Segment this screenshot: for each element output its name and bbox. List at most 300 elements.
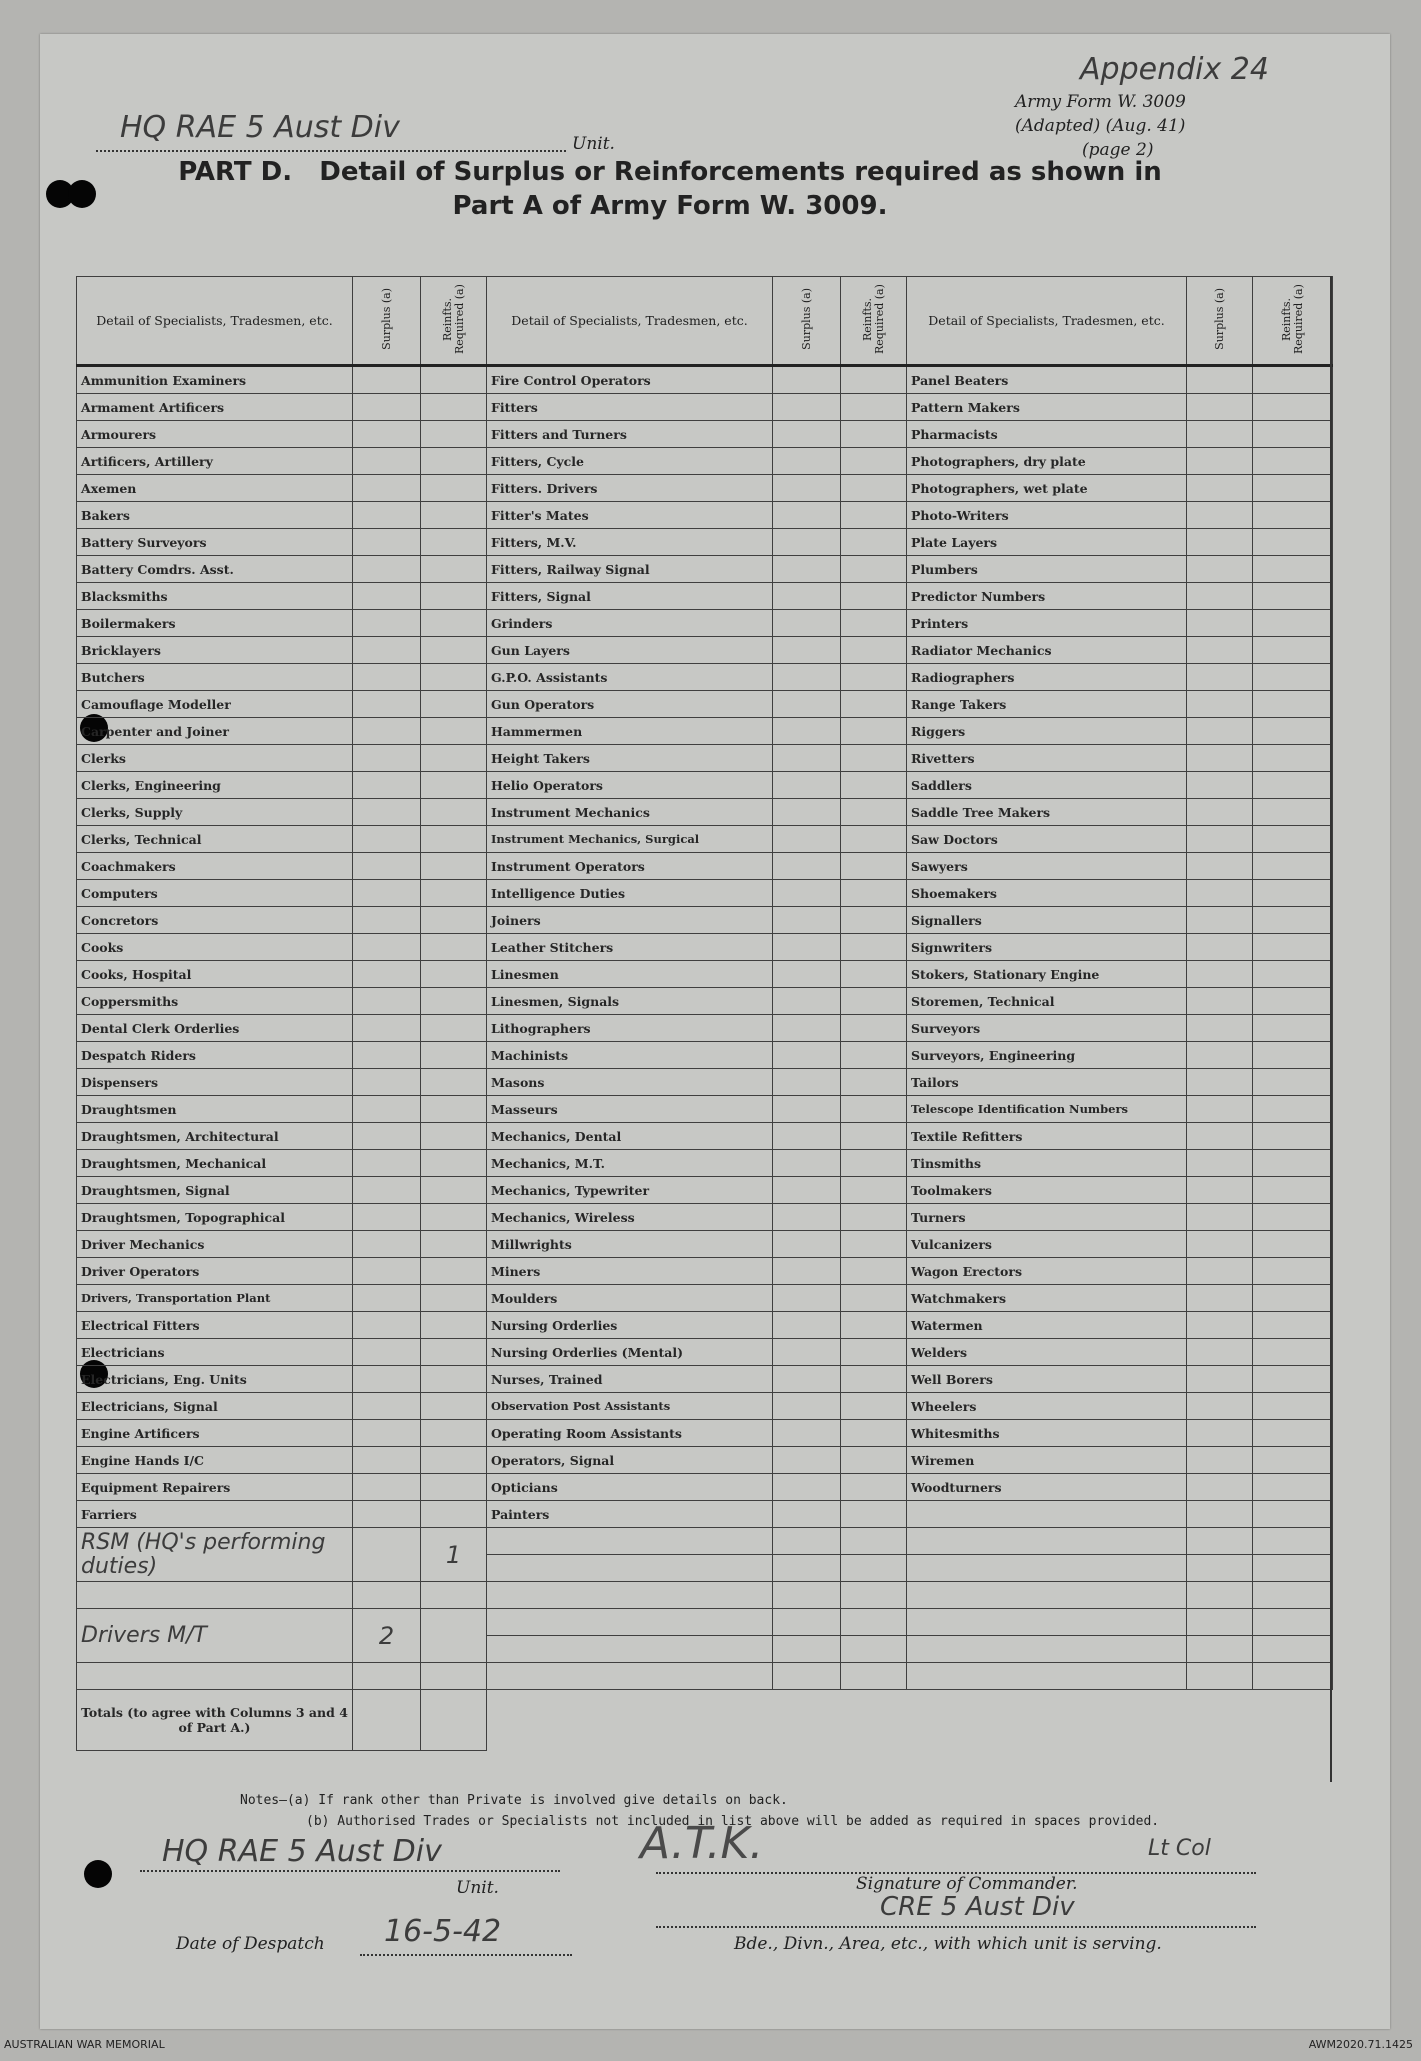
blank-cell	[773, 1582, 841, 1609]
trade-name: Bakers	[77, 502, 353, 529]
surplus-cell	[773, 745, 841, 772]
trade-name: Textile Refitters	[907, 1123, 1187, 1150]
surplus-cell	[773, 1447, 841, 1474]
table-header-row	[77, 277, 1333, 366]
surplus-cell	[1187, 1123, 1253, 1150]
trade-name: Instrument Mechanics	[487, 799, 773, 826]
reinfts-cell	[1253, 988, 1333, 1015]
blank-cell	[773, 1555, 841, 1582]
surplus-cell	[353, 421, 421, 448]
trade-name: Fitters, Railway Signal	[487, 556, 773, 583]
trade-name: Clerks, Technical	[77, 826, 353, 853]
reinfts-cell	[841, 988, 907, 1015]
table-row	[77, 1069, 1333, 1096]
reinfts-cell	[1253, 1339, 1333, 1366]
table-row	[77, 1474, 1333, 1501]
table-row	[77, 1501, 1333, 1528]
trade-name: Joiners	[487, 907, 773, 934]
table-row	[77, 1528, 1333, 1555]
surplus-cell	[353, 1285, 421, 1312]
footer-unit-label: Unit.	[456, 1878, 499, 1898]
table-row	[77, 1393, 1333, 1420]
reinfts-cell	[1253, 394, 1333, 421]
trade-name: Coppersmiths	[77, 988, 353, 1015]
surplus-cell	[1187, 1150, 1253, 1177]
surplus-cell	[1187, 1420, 1253, 1447]
blank-cell	[487, 1636, 773, 1663]
reinfts-cell	[841, 934, 907, 961]
reinfts-cell	[1253, 1069, 1333, 1096]
surplus-cell	[353, 1393, 421, 1420]
reinfts-cell	[1253, 664, 1333, 691]
reinfts-cell	[421, 1285, 487, 1312]
table-row	[77, 1582, 1333, 1609]
reinfts-cell	[841, 421, 907, 448]
trade-name: Ammunition Examiners	[77, 366, 353, 394]
blank-cell	[907, 1690, 1187, 1751]
handwritten-entry: RSM (HQ's performing duties)	[77, 1528, 353, 1582]
surplus-cell	[773, 907, 841, 934]
surplus-cell	[1187, 583, 1253, 610]
table-row	[77, 502, 1333, 529]
reinfts-cell	[1253, 1366, 1333, 1393]
blank-cell	[773, 1663, 841, 1690]
table-row	[77, 1015, 1333, 1042]
surplus-cell	[773, 934, 841, 961]
trade-name: Artificers, Artillery	[77, 448, 353, 475]
signature-label: Signature of Commander.	[856, 1874, 1078, 1894]
surplus-cell	[1187, 961, 1253, 988]
trade-name: Photographers, wet plate	[907, 475, 1187, 502]
reinfts-cell	[841, 1258, 907, 1285]
reinfts-cell	[421, 1501, 487, 1528]
trade-name: Electricians	[77, 1339, 353, 1366]
handwritten-reinfts	[421, 1609, 487, 1663]
reinfts-cell	[421, 1069, 487, 1096]
trade-name: Farriers	[77, 1501, 353, 1528]
blank-cell	[353, 1582, 421, 1609]
blank-cell	[487, 1555, 773, 1582]
lt-col: Lt Col	[1148, 1836, 1211, 1861]
trade-name: Riggers	[907, 718, 1187, 745]
surplus-cell	[353, 718, 421, 745]
table-row	[77, 1150, 1333, 1177]
surplus-cell	[1187, 772, 1253, 799]
unit-dotted-line	[96, 150, 566, 152]
surplus-cell	[353, 1447, 421, 1474]
reinfts-cell	[1253, 475, 1333, 502]
surplus-cell	[773, 1015, 841, 1042]
trade-name: Boilermakers	[77, 610, 353, 637]
reinfts-cell	[1253, 1204, 1333, 1231]
blank-cell	[1187, 1582, 1253, 1609]
table-row	[77, 1123, 1333, 1150]
blank-cell	[487, 1609, 773, 1636]
surplus-cell	[773, 826, 841, 853]
surplus-cell	[773, 1150, 841, 1177]
surplus-cell	[353, 1123, 421, 1150]
surplus-cell	[1187, 853, 1253, 880]
reinfts-cell	[841, 1231, 907, 1258]
reinfts-cell	[841, 610, 907, 637]
blank-cell	[1253, 1636, 1333, 1663]
surplus-cell	[1187, 448, 1253, 475]
reinfts-cell	[421, 1474, 487, 1501]
reinfts-cell	[841, 718, 907, 745]
reinfts-cell	[1253, 853, 1333, 880]
trade-name: Wheelers	[907, 1393, 1187, 1420]
surplus-cell	[353, 1015, 421, 1042]
blank-cell	[1187, 1528, 1253, 1555]
trade-name: Equipment Repairers	[77, 1474, 353, 1501]
trade-name: Wiremen	[907, 1447, 1187, 1474]
trade-name: Stokers, Stationary Engine	[907, 961, 1187, 988]
surplus-cell	[773, 1042, 841, 1069]
header-detail: Detail of Specialists, Tradesmen, etc.	[907, 277, 1187, 366]
trade-name: Masseurs	[487, 1096, 773, 1123]
blank-cell	[773, 1528, 841, 1555]
reinfts-cell	[841, 1204, 907, 1231]
reinfts-cell	[421, 880, 487, 907]
surplus-cell	[773, 1123, 841, 1150]
reinfts-cell	[1253, 745, 1333, 772]
surplus-cell	[353, 1204, 421, 1231]
table-row	[77, 961, 1333, 988]
header-surplus: Surplus (a)	[773, 277, 841, 366]
reinfts-cell	[1253, 718, 1333, 745]
blank-cell	[841, 1609, 907, 1636]
blank-cell	[773, 1690, 841, 1751]
table-row	[77, 907, 1333, 934]
reinfts-cell	[1253, 1501, 1333, 1528]
reinfts-cell	[841, 529, 907, 556]
surplus-cell	[1187, 1447, 1253, 1474]
blank-cell	[421, 1663, 487, 1690]
bde-line	[656, 1926, 1256, 1928]
surplus-cell	[353, 529, 421, 556]
trade-name: Fitters, Signal	[487, 583, 773, 610]
reinfts-cell	[841, 1177, 907, 1204]
trade-name: Dispensers	[77, 1069, 353, 1096]
trade-name: Woodturners	[907, 1474, 1187, 1501]
trade-name: Storemen, Technical	[907, 988, 1187, 1015]
surplus-cell	[1187, 1393, 1253, 1420]
reinfts-cell	[841, 961, 907, 988]
table-right-border	[1330, 276, 1332, 1782]
trade-name: Electrical Fitters	[77, 1312, 353, 1339]
archive-id: AWM2020.71.1425	[1308, 2038, 1413, 2051]
surplus-cell	[353, 664, 421, 691]
trade-name: Tinsmiths	[907, 1150, 1187, 1177]
surplus-cell	[1187, 637, 1253, 664]
trade-name: Moulders	[487, 1285, 773, 1312]
reinfts-cell	[841, 1069, 907, 1096]
surplus-cell	[1187, 529, 1253, 556]
surplus-cell	[353, 853, 421, 880]
surplus-cell	[773, 421, 841, 448]
table-row	[77, 366, 1333, 394]
reinfts-cell	[421, 826, 487, 853]
trade-name: Fire Control Operators	[487, 366, 773, 394]
trade-name: Linesmen, Signals	[487, 988, 773, 1015]
reinfts-cell	[841, 1285, 907, 1312]
reinfts-cell	[841, 826, 907, 853]
trade-name: Blacksmiths	[77, 583, 353, 610]
blank-cell	[1187, 1663, 1253, 1690]
table-row	[77, 1609, 1333, 1636]
surplus-cell	[1187, 502, 1253, 529]
unit-label: Unit.	[572, 134, 615, 154]
surplus-cell	[773, 366, 841, 394]
surplus-cell	[1187, 1204, 1253, 1231]
trade-name: Signallers	[907, 907, 1187, 934]
surplus-cell	[773, 1420, 841, 1447]
blank-cell	[1253, 1609, 1333, 1636]
trade-name: Draughtsmen	[77, 1096, 353, 1123]
trade-name: Operators, Signal	[487, 1447, 773, 1474]
header-reinfts: Reinfts. Required (a)	[421, 277, 487, 366]
surplus-cell	[773, 1474, 841, 1501]
table-row	[77, 1204, 1333, 1231]
trade-name: Watchmakers	[907, 1285, 1187, 1312]
trade-name: G.P.O. Assistants	[487, 664, 773, 691]
reinfts-cell	[421, 1393, 487, 1420]
reinfts-cell	[841, 1393, 907, 1420]
reinfts-cell	[841, 394, 907, 421]
reinfts-cell	[421, 1177, 487, 1204]
reinfts-cell	[421, 637, 487, 664]
blank-cell	[907, 1528, 1187, 1555]
trade-name: Fitters, Cycle	[487, 448, 773, 475]
reinfts-cell	[1253, 1312, 1333, 1339]
reinfts-cell	[841, 1420, 907, 1447]
trade-name: Watermen	[907, 1312, 1187, 1339]
reinfts-cell	[421, 529, 487, 556]
reinfts-cell	[841, 1150, 907, 1177]
surplus-cell	[1187, 1474, 1253, 1501]
table-row	[77, 1366, 1333, 1393]
trade-name: Helio Operators	[487, 772, 773, 799]
date-label: Date of Despatch	[176, 1934, 325, 1954]
trade-name: Surveyors	[907, 1015, 1187, 1042]
trade-name: Fitters	[487, 394, 773, 421]
surplus-cell	[1187, 988, 1253, 1015]
reinfts-cell	[421, 1123, 487, 1150]
reinfts-cell	[1253, 772, 1333, 799]
table-row	[77, 421, 1333, 448]
surplus-cell	[1187, 1366, 1253, 1393]
trade-name: Cooks	[77, 934, 353, 961]
trade-name: Fitter's Mates	[487, 502, 773, 529]
surplus-cell	[773, 880, 841, 907]
handwritten-surplus	[353, 1528, 421, 1582]
trade-name: Surveyors, Engineering	[907, 1042, 1187, 1069]
trade-name: Concretors	[77, 907, 353, 934]
surplus-cell	[1187, 1177, 1253, 1204]
trade-name: Fitters and Turners	[487, 421, 773, 448]
reinfts-cell	[1253, 1258, 1333, 1285]
surplus-cell	[1187, 1501, 1253, 1528]
surplus-cell	[353, 1096, 421, 1123]
surplus-cell	[1187, 1015, 1253, 1042]
trade-name: Armourers	[77, 421, 353, 448]
surplus-cell	[773, 502, 841, 529]
table-row	[77, 1231, 1333, 1258]
trade-name: Sawyers	[907, 853, 1187, 880]
reinfts-cell	[1253, 1285, 1333, 1312]
surplus-cell	[353, 1258, 421, 1285]
reinfts-cell	[421, 1258, 487, 1285]
header-detail: Detail of Specialists, Tradesmen, etc.	[77, 277, 353, 366]
reinfts-cell	[421, 1231, 487, 1258]
reinfts-cell	[841, 1096, 907, 1123]
surplus-cell	[353, 1312, 421, 1339]
reinfts-cell	[421, 799, 487, 826]
surplus-cell	[1187, 880, 1253, 907]
reinfts-cell	[421, 772, 487, 799]
surplus-cell	[773, 394, 841, 421]
surplus-cell	[353, 880, 421, 907]
reinfts-cell	[1253, 1420, 1333, 1447]
trade-name: Grinders	[487, 610, 773, 637]
trade-name: Camouflage Modeller	[77, 691, 353, 718]
table-row	[77, 1177, 1333, 1204]
trade-name: Radiator Mechanics	[907, 637, 1187, 664]
trade-name: Despatch Riders	[77, 1042, 353, 1069]
trade-name: Nurses, Trained	[487, 1366, 773, 1393]
reinfts-cell	[841, 637, 907, 664]
trade-name: Coachmakers	[77, 853, 353, 880]
surplus-cell	[353, 502, 421, 529]
table-row	[77, 880, 1333, 907]
trade-name: Range Takers	[907, 691, 1187, 718]
surplus-cell	[773, 637, 841, 664]
signature: A.T.K.	[640, 1818, 764, 1869]
table-row	[77, 529, 1333, 556]
surplus-cell	[353, 745, 421, 772]
table-row	[77, 826, 1333, 853]
reinfts-cell	[841, 907, 907, 934]
reinfts-cell	[841, 772, 907, 799]
reinfts-cell	[841, 1339, 907, 1366]
trade-name: Millwrights	[487, 1231, 773, 1258]
trade-name: Draughtsmen, Mechanical	[77, 1150, 353, 1177]
surplus-cell	[773, 1096, 841, 1123]
reinfts-cell	[421, 421, 487, 448]
unit-handwritten: HQ RAE 5 Aust Div	[120, 110, 400, 145]
surplus-cell	[1187, 610, 1253, 637]
blank-cell	[907, 1582, 1187, 1609]
trade-name: Saddle Tree Makers	[907, 799, 1187, 826]
note-a: Notes—(a) If rank other than Private is involved give details on back.	[240, 1793, 788, 1808]
surplus-cell	[773, 1069, 841, 1096]
reinfts-cell	[841, 691, 907, 718]
surplus-cell	[773, 448, 841, 475]
reinfts-cell	[841, 799, 907, 826]
trade-name: Instrument Mechanics, Surgical	[487, 826, 773, 853]
title-line-1: PART D. Detail of Surplus or Reinforcements required as shown in	[178, 157, 1162, 187]
reinfts-cell	[841, 1447, 907, 1474]
reinfts-cell	[841, 664, 907, 691]
trade-name: Computers	[77, 880, 353, 907]
trade-name: Linesmen	[487, 961, 773, 988]
blank-cell	[421, 1582, 487, 1609]
table-row	[77, 637, 1333, 664]
reinfts-cell	[1253, 1447, 1333, 1474]
surplus-cell	[773, 1231, 841, 1258]
trade-name: Printers	[907, 610, 1187, 637]
trade-name: Battery Comdrs. Asst.	[77, 556, 353, 583]
blank-cell	[487, 1582, 773, 1609]
blank-cell	[841, 1663, 907, 1690]
surplus-cell	[773, 1177, 841, 1204]
trade-name: Draughtsmen, Architectural	[77, 1123, 353, 1150]
table-row	[77, 934, 1333, 961]
trade-name: Opticians	[487, 1474, 773, 1501]
reinfts-cell	[421, 718, 487, 745]
surplus-cell	[353, 961, 421, 988]
totals-label: Totals (to agree with Columns 3 and 4 of Part A.)	[77, 1690, 353, 1751]
table-row	[77, 1663, 1333, 1690]
header-detail: Detail of Specialists, Tradesmen, etc.	[487, 277, 773, 366]
totals-surplus	[353, 1690, 421, 1751]
reinfts-cell	[421, 1150, 487, 1177]
blank-cell	[907, 1555, 1187, 1582]
reinfts-cell	[421, 988, 487, 1015]
trade-name: Photographers, dry plate	[907, 448, 1187, 475]
trade-name: Draughtsmen, Signal	[77, 1177, 353, 1204]
trade-name: Dental Clerk Orderlies	[77, 1015, 353, 1042]
trade-name: Draughtsmen, Topographical	[77, 1204, 353, 1231]
trade-name: Height Takers	[487, 745, 773, 772]
trade-name: Nursing Orderlies (Mental)	[487, 1339, 773, 1366]
table-row	[77, 691, 1333, 718]
handwritten-entry: Drivers M/T	[77, 1609, 353, 1663]
reinfts-cell	[1253, 1177, 1333, 1204]
reinfts-cell	[841, 853, 907, 880]
surplus-cell	[353, 1339, 421, 1366]
table-row	[77, 1096, 1333, 1123]
surplus-cell	[1187, 799, 1253, 826]
trade-name: Electricians, Signal	[77, 1393, 353, 1420]
surplus-cell	[353, 1069, 421, 1096]
blank-cell	[841, 1690, 907, 1751]
area-handwritten: CRE 5 Aust Div	[880, 1892, 1075, 1922]
reinfts-cell	[1253, 502, 1333, 529]
reinfts-cell	[421, 1042, 487, 1069]
table-row	[77, 853, 1333, 880]
reinfts-cell	[421, 610, 487, 637]
trade-name: Observation Post Assistants	[487, 1393, 773, 1420]
surplus-cell	[773, 1339, 841, 1366]
trade-name: Intelligence Duties	[487, 880, 773, 907]
trade-name: Instrument Operators	[487, 853, 773, 880]
trade-name: Engine Hands I/C	[77, 1447, 353, 1474]
surplus-cell	[353, 1177, 421, 1204]
table-row	[77, 448, 1333, 475]
blank-cell	[907, 1636, 1187, 1663]
table-row	[77, 1285, 1333, 1312]
reinfts-cell	[421, 907, 487, 934]
part-title	[160, 155, 1180, 223]
reinfts-cell	[1253, 961, 1333, 988]
reinfts-cell	[421, 961, 487, 988]
title-line-2: Part A of Army Form W. 3009.	[452, 191, 888, 221]
surplus-cell	[353, 826, 421, 853]
footer-unit-line	[140, 1870, 560, 1872]
reinfts-cell	[421, 475, 487, 502]
reinfts-cell	[841, 1366, 907, 1393]
